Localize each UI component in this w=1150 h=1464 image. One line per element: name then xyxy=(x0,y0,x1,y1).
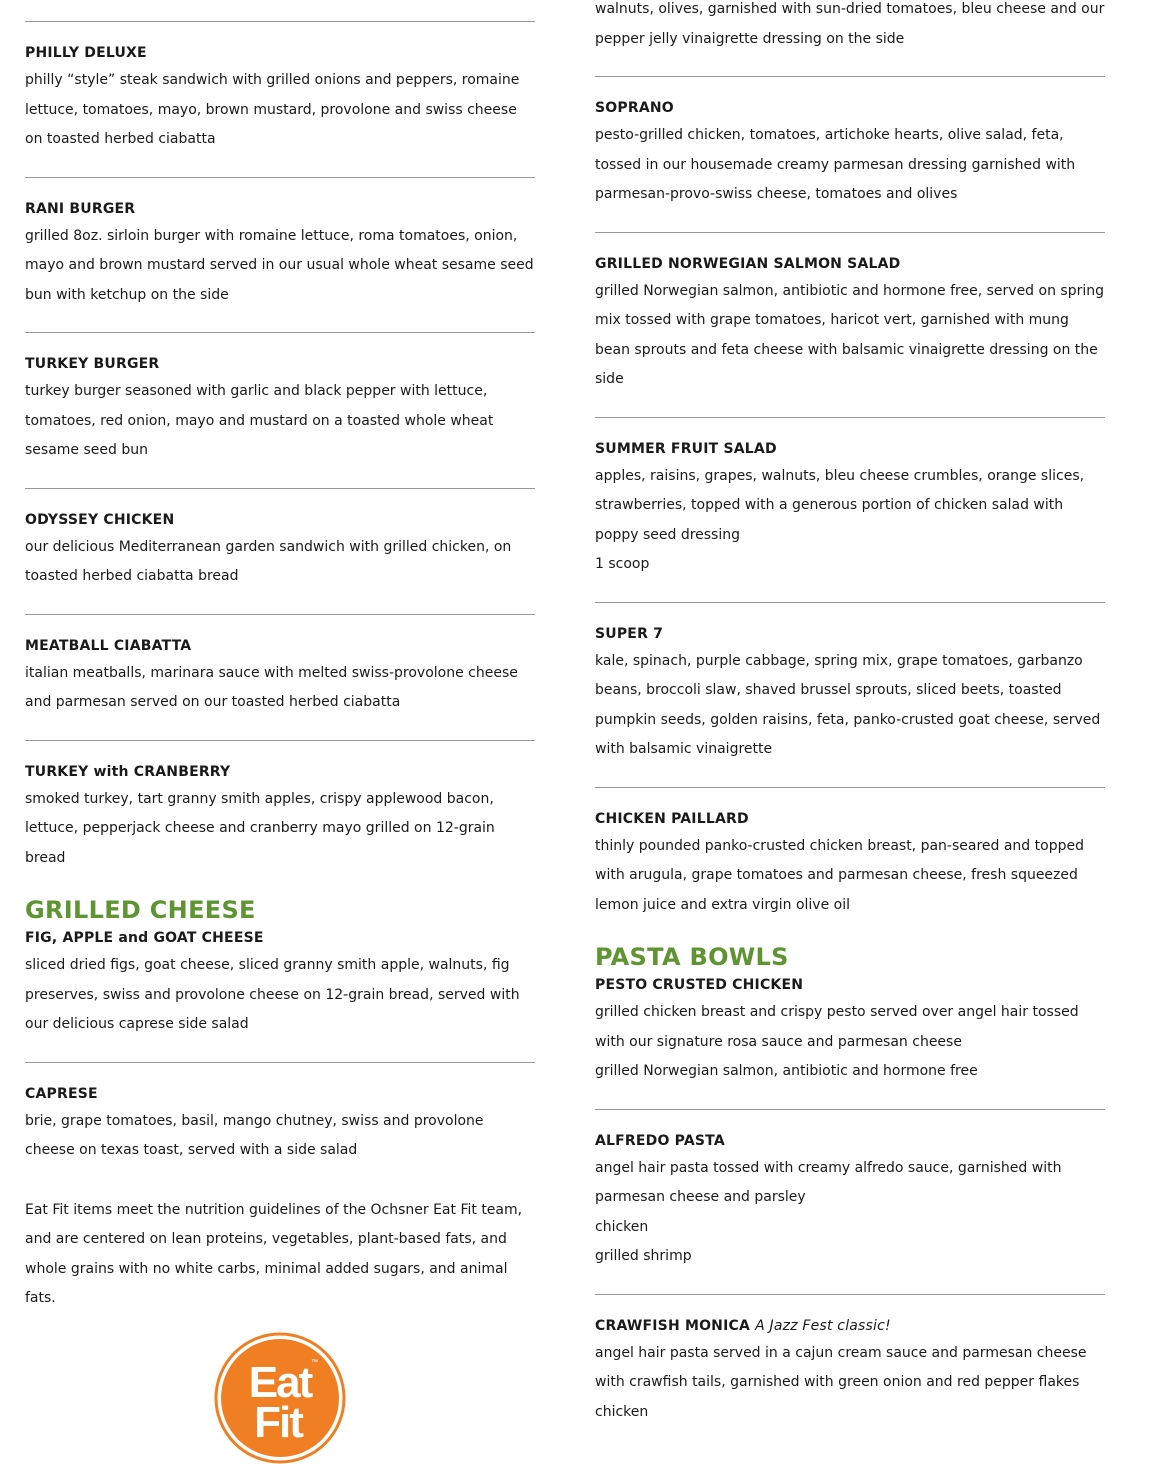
section-title-grilled-cheese: GRILLED CHEESE xyxy=(25,896,256,924)
item-description: philly “style” steak sandwich with grilled onions and peppers, romaine lettuce, tomatoes, mayo, brown mustard, provolone and swiss cheese on toasted herbed ciabatta xyxy=(25,72,520,147)
menu-item-caprese xyxy=(25,1063,535,1170)
item-name: CRAWFISH MONICA xyxy=(595,1317,751,1334)
eat-fit-note: Eat Fit items meet the nutrition guidelines of the Ochsner Eat Fit team, and are centered on lean proteins, vegetables, plant-based fats, and whole grains with no white carbs, minimal added sugars, and animal fats. xyxy=(25,1201,523,1306)
item-description: angel hair pasta tossed with creamy alfredo sauce, garnished with parmesan cheese and parsley xyxy=(595,1159,1062,1205)
item-description: angel hair pasta served in a cajun cream sauce and parmesan cheese with crawfish tails, garnished with green onion and red pepper flakes xyxy=(595,1344,1087,1390)
item-description: apples, raisins, grapes, walnuts, bleu cheese crumbles, orange slices, strawberries, topped with a generous portion of chicken salad with poppy seed dressing xyxy=(595,467,1085,543)
menu-item-fig-apple-goat-cheese xyxy=(25,907,535,1063)
item-option: 1 scoop xyxy=(595,556,650,572)
menu-item-chicken-paillard xyxy=(595,788,1105,925)
item-option: grilled shrimp xyxy=(595,1248,692,1264)
item-tagline: A Jazz Fest classic! xyxy=(755,1317,891,1334)
logo-trademark: ™ xyxy=(311,1358,318,1366)
item-description: pesto-grilled chicken, tomatoes, artichoke hearts, olive salad, feta, tossed in our housemade creamy parmesan dressing garnished with parmesan-provo-swiss cheese, tomatoes and olives xyxy=(595,127,1076,202)
menu-item-turkey-cranberry xyxy=(25,741,535,878)
menu-item-soprano xyxy=(595,77,1105,233)
item-name: MEATBALL CIABATTA xyxy=(25,637,192,654)
item-description: smoked turkey, tart granny smith apples, crispy applewood bacon, lettuce, pepperjack cheese and cranberry mayo grilled on 12-grain bread xyxy=(25,790,495,866)
item-name: TURKEY with CRANBERRY xyxy=(25,763,231,780)
item-name: CAPRESE xyxy=(25,1085,98,1102)
item-name: PHILLY DELUXE xyxy=(25,45,147,61)
item-name: PESTO CRUSTED CHICKEN xyxy=(595,977,804,993)
item-description: sliced dried figs, goat cheese, sliced granny smith apple, walnuts, fig preserves, swiss and provolone cheese on 12-grain bread, served with our delicious caprese side salad xyxy=(25,957,520,1032)
menu-item-rani-burger xyxy=(25,178,535,334)
item-name: ALFREDO PASTA xyxy=(595,1132,725,1149)
item-description: walnuts, olives, garnished with sun-dried tomatoes, bleu cheese and our pepper jelly vinaigrette dressing on the side xyxy=(595,1,1105,47)
item-name: ODYSSEY CHICKEN xyxy=(25,511,175,528)
menu-item-summer-fruit-salad xyxy=(595,418,1105,603)
item-option: grilled Norwegian salmon, antibiotic and hormone free xyxy=(595,1063,978,1079)
menu-item-philly-deluxe xyxy=(25,22,535,178)
item-description: turkey burger seasoned with garlic and black pepper with lettuce, tomatoes, red onion, mayo and mustard on a toasted whole wheat sesame seed bun xyxy=(25,383,494,458)
logo-text-line2: Fit xyxy=(254,1397,302,1447)
item-description: thinly pounded panko-crusted chicken breast, pan-seared and topped with arugula, grape tomatoes and parmesan cheese, fresh squeezed lemon juice and extra virgin olive oil xyxy=(595,837,1084,913)
menu-item-alfredo-pasta xyxy=(595,1110,1105,1295)
item-description: italian meatballs, marinara sauce with melted swiss-provolone cheese and parmesan served on our toasted herbed ciabatta xyxy=(25,664,518,710)
menu-item-meatball-ciabatta xyxy=(25,615,535,741)
item-option: chicken xyxy=(595,1218,649,1235)
menu-item-continued xyxy=(595,0,1105,77)
menu-item-turkey-burger xyxy=(25,333,535,489)
item-name: SUMMER FRUIT SALAD xyxy=(595,440,777,457)
item-name: TURKEY BURGER xyxy=(25,356,160,372)
item-option: chicken xyxy=(595,1403,649,1420)
item-description: brie, grape tomatoes, basil, mango chutney, swiss and provolone cheese on texas toast, served with a side salad xyxy=(25,1112,484,1158)
item-description: kale, spinach, purple cabbage, spring mix, grape tomatoes, garbanzo beans, broccoli slaw, shaved brussel sprouts, sliced beets, toasted pumpkin seeds, golden raisins, feta, panko-crusted goat cheese, served with balsamic vinaigrette xyxy=(595,652,1101,757)
item-name: RANI BURGER xyxy=(25,200,136,217)
menu-item-pesto-crusted-chicken xyxy=(595,954,1105,1110)
item-name: CHICKEN PAILLARD xyxy=(595,810,749,827)
item-name: GRILLED NORWEGIAN SALMON SALAD xyxy=(595,255,901,272)
logo-text-line1: Eat xyxy=(248,1357,312,1407)
item-description: grilled chicken breast and crispy pesto served over angel hair tossed with our signature rosa sauce and parmesan cheese xyxy=(595,1004,1079,1050)
eat-fit-logo xyxy=(25,1332,535,1464)
section-title-pasta-bowls: PASTA BOWLS xyxy=(595,943,789,971)
left-column xyxy=(25,0,535,1464)
item-name: SUPER 7 xyxy=(595,625,664,642)
eat-fit-logo-icon xyxy=(214,1332,346,1464)
menu-item-salmon-salad xyxy=(595,233,1105,418)
item-description: grilled 8oz. sirloin burger with romaine lettuce, roma tomatoes, onion, mayo and brown mustard served in our usual whole wheat sesame seed bun with ketchup on the side xyxy=(25,227,534,303)
item-description: grilled Norwegian salmon, antibiotic and hormone free, served on spring mix tossed with grape tomatoes, haricot vert, garnished with mung bean sprouts and feta cheese with balsamic vinaigrette dressing on the side xyxy=(595,282,1104,387)
item-name: FIG, APPLE and GOAT CHEESE xyxy=(25,930,264,946)
menu-item-odyssey-chicken xyxy=(25,489,535,615)
menu-item-crawfish-monica xyxy=(595,1295,1105,1432)
right-column xyxy=(595,0,1105,1431)
menu-item-super-7 xyxy=(595,603,1105,788)
item-description: our delicious Mediterranean garden sandwich with grilled chicken, on toasted herbed ciabatta bread xyxy=(25,538,512,584)
item-name-row xyxy=(595,1317,1105,1335)
item-name: SOPRANO xyxy=(595,100,674,116)
